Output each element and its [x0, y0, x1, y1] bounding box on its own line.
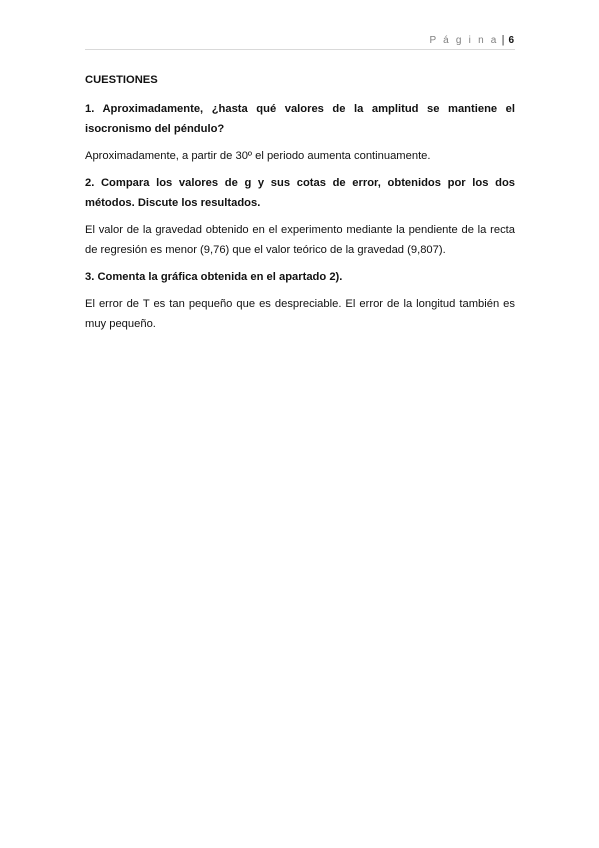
question-3: 3. Comenta la gráfica obtenida en el apartado 2). [85, 271, 343, 283]
page-number: 6 [508, 34, 514, 46]
page-header [430, 34, 514, 46]
section-title: CUESTIONES [85, 74, 158, 86]
page-label: P á g i n a [429, 34, 499, 46]
header-divider [85, 49, 515, 50]
question-1: 1. Aproximadamente, ¿hasta qué valores de la amplitud se mantiene el isocronismo del péndulo? [85, 103, 515, 135]
header-separator: | [501, 34, 505, 46]
document-body [85, 70, 515, 341]
answer-2: El valor de la gravedad obtenido en el experimento mediante la pendiente de la recta de regresión es menor (9,76) que el valor teórico de la gravedad (9,807). [85, 224, 515, 256]
question-2: 2. Compara los valores de g y sus cotas de error, obtenidos por los dos métodos. Discute los resultados. [85, 177, 515, 209]
answer-3: El error de T es tan pequeño que es despreciable. El error de la longitud también es muy pequeño. [85, 298, 515, 330]
answer-1: Aproximadamente, a partir de 30º el periodo aumenta continuamente. [85, 150, 431, 162]
